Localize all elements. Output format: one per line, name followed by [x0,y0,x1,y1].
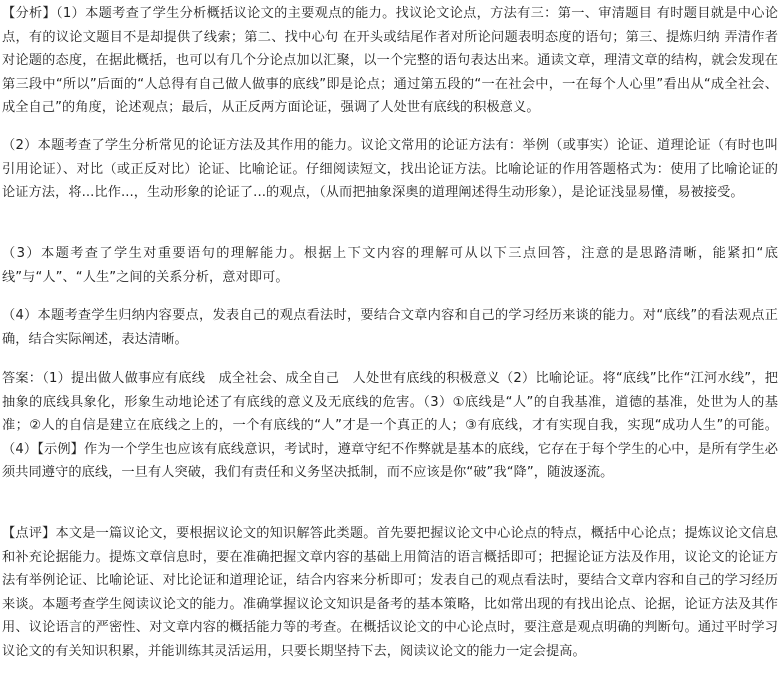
answer-paragraph: 答案：（1）提出做人做事应有底线 成全社会、成全自己 人处世有底线的积极意义（2）比喻论证。将“底线”比作“江河水线”，把抽象的底线具象化，形象生动地论述了有底线的意义及无底线的危害。（3）①底线是“人”的自我基准，道德的基准，处世为人的基准；②人的自信是建立在底线之上的，一个有底线的“人”才是一个真正的人；③有底线，才有实现自我，实现“成功人生”的可能。（4）【示例】作为一个学生也应该有底线意识，考试时，遵章守纪不作弊就是基本的底线，它存在于每个学生的心中，是所有学生必须共同遵守的底线，一旦有人突破，我们有责任和义务坚决抵制，而不应该是你“破”我“降”，随波逐流。 [2,371,778,480]
analysis-paragraph-4: （4）本题考查学生归纳内容要点，发表自己的观点看法时，要结合文章内容和自己的学习经历来谈的能力。对“底线”的看法观点正确，结合实际阐述，表达清晰。 [2,308,778,347]
review-paragraph: 【点评】本文是一篇议论文，要根据议论文的知识解答此类题。首先要把握议论文中心论点的特点，概括中心论点；提炼议论文信息和补充论据能力。提炼文章信息时，要在准确把握文章内容的基础上用简洁的语言概括即可；把握论证方法及作用，议论文的论证方法有举例论证、比喻论证、对比论证和道理论证，结合内容来分析即可；发表自己的观点看法时，要结合文章内容和自己的学习经历来谈。本题考查学生阅读议论文的能力。准确掌握议论文知识是备考的基本策略，比如常出现的有找出论点、论据，论证方法及其作用、议论语言的严密性、对文章内容的概括能力等的考查。在概括议论文的中心论点时，要注意是观点明确的判断句。通过平时学习议论文的有关知识积累，并能训练其灵活运用，只要长期坚持下去，阅读议论文的能力一定会提高。 [2,526,778,659]
analysis-paragraph-2: （2）本题考查了学生分析常见的论证方法及其作用的能力。议论文常用的论证方法有：举例（或事实）论证、道理论证（有时也叫引用论证）、对比（或正反对比）论证、比喻论证。仔细阅读短文，找出论证方法。比喻论证的作用答题格式为：使用了比喻论证的论证方法，将...比作...，生动形象的论证了...的观点，（从而把抽象深奥的道理阐述得生动形象），是论证浅显易懂，易被接受。 [2,138,778,200]
analysis-paragraph-1: 【分析】（1）本题考查了学生分析概括议论文的主要观点的能力。找议论文论点，方法有三：第一、审清题目 有时题目就是中心论点，有的议论文题目不是却提供了线索；第二、找中心句 在开头或结尾作者对所论问题表明态度的语句；第三、提炼归纳 弄清作者对论题的态度，在据此概括，也可以有几个分论点加以汇聚，以一个完整的语句表达出来。通读文章，理清文章的结构，就会发现在第三段中“所以”后面的“人总得有自己做人做事的底线”即是论点；通过第五段的“一在社会中，一在每个人心里”看出从“成全社会、成全自己”的角度，论述观点；最后，从正反两方面论证，强调了人处世有底线的积极意义。 [2,6,778,115]
analysis-paragraph-3: （3）本题考查了学生对重要语句的理解能力。根据上下文内容的理解可从以下三点回答，注意的是思路清晰，能紧扣“底线”与“人”、“人生”之间的关系分析，意对即可。 [2,246,778,285]
